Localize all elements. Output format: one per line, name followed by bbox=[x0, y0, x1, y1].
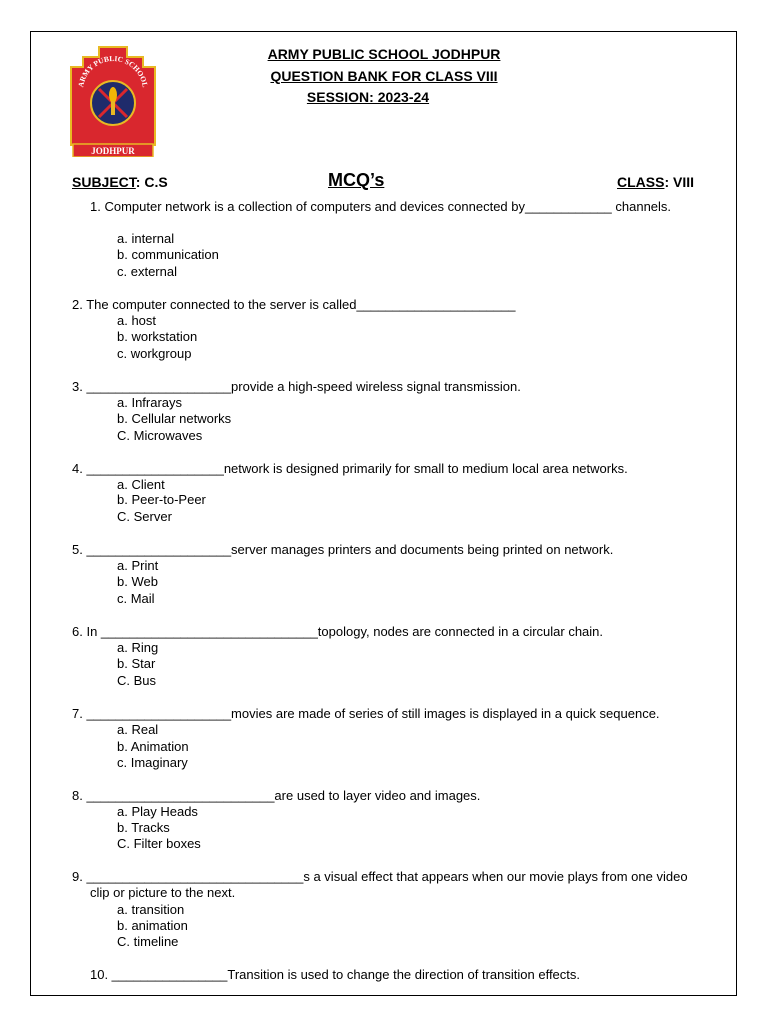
question-1-option-a: a. internal bbox=[117, 231, 175, 246]
question-2-option-b: b. workstation bbox=[117, 329, 198, 344]
question-2-option-a: a. host bbox=[117, 313, 157, 328]
question-8-option-c: C. Filter boxes bbox=[117, 836, 201, 851]
question-1-option-c: c. external bbox=[117, 264, 177, 279]
question-2: 2. The computer connected to the server is called______________________ bbox=[72, 297, 516, 312]
question-1: 1. Computer network is a collection of computers and devices connected by____________ channels. bbox=[90, 199, 672, 214]
class-line bbox=[617, 174, 694, 190]
logo-arc-text: ARMY PUBLIC SCHOOL bbox=[76, 53, 150, 89]
subject-line bbox=[72, 174, 168, 190]
page-title: MCQ’s bbox=[328, 170, 385, 190]
question-6-option-b: b. Star bbox=[117, 656, 156, 671]
question-4-option-a: a. Client bbox=[117, 477, 165, 492]
question-6: 6. In ______________________________topology, nodes are connected in a circular chain. bbox=[72, 624, 604, 639]
question-5: 5. ____________________server manages printers and documents being printed on network. bbox=[72, 542, 614, 557]
question-4: 4. ___________________network is designed primarily for small to medium local area networks. bbox=[72, 461, 628, 476]
question-3-option-b: b. Cellular networks bbox=[117, 411, 232, 426]
question-8: 8. __________________________are used to layer video and images. bbox=[72, 788, 481, 803]
question-9-option-a: a. transition bbox=[117, 902, 185, 917]
question-9-option-b: b. animation bbox=[117, 918, 188, 933]
question-9: 9. ______________________________s a visual effect that appears when our movie plays from one video bbox=[72, 869, 688, 884]
question-7-option-c: c. Imaginary bbox=[117, 755, 188, 770]
question-7-option-b: b. Animation bbox=[117, 739, 189, 754]
question-9-continuation: clip or picture to the next. bbox=[90, 885, 236, 900]
question-3-option-c: C. Microwaves bbox=[117, 428, 203, 443]
question-4-option-b: b. Peer-to-Peer bbox=[117, 492, 206, 507]
question-5-option-c: c. Mail bbox=[117, 591, 155, 606]
class-value: : VIII bbox=[664, 174, 695, 190]
question-7-option-a: a. Real bbox=[117, 722, 159, 737]
question-8-option-a: a. Play Heads bbox=[117, 804, 198, 819]
question-5-option-a: a. Print bbox=[117, 558, 159, 573]
subject-label: SUBJECT bbox=[72, 174, 136, 190]
question-5-option-b: b. Web bbox=[117, 574, 158, 589]
question-9-option-c: C. timeline bbox=[117, 934, 179, 949]
question-3: 3. ____________________provide a high-speed wireless signal transmission. bbox=[72, 379, 521, 394]
question-6-option-c: C. Bus bbox=[117, 673, 157, 688]
class-label: CLASS bbox=[617, 174, 665, 190]
question-1-option-b: b. communication bbox=[117, 247, 219, 262]
school-name: ARMY PUBLIC SCHOOL JODHPUR bbox=[267, 46, 501, 62]
question-bank-title: QUESTION BANK FOR CLASS VIII bbox=[270, 68, 498, 84]
question-7: 7. ____________________movies are made of series of still images is displayed in a quick sequence. bbox=[72, 706, 660, 721]
question-10: 10. ________________Transition is used to change the direction of transition effects. bbox=[90, 967, 581, 982]
subject-value: : C.S bbox=[135, 174, 168, 190]
question-4-option-c: C. Server bbox=[117, 509, 172, 524]
question-8-option-b: b. Tracks bbox=[117, 820, 170, 835]
session-label: SESSION: 2023-24 bbox=[306, 89, 430, 105]
logo-base-text: JODHPUR bbox=[91, 146, 135, 156]
question-6-option-a: a. Ring bbox=[117, 640, 159, 655]
question-2-option-c: c. workgroup bbox=[117, 346, 192, 361]
question-3-option-a: a. Infrarays bbox=[117, 395, 183, 410]
